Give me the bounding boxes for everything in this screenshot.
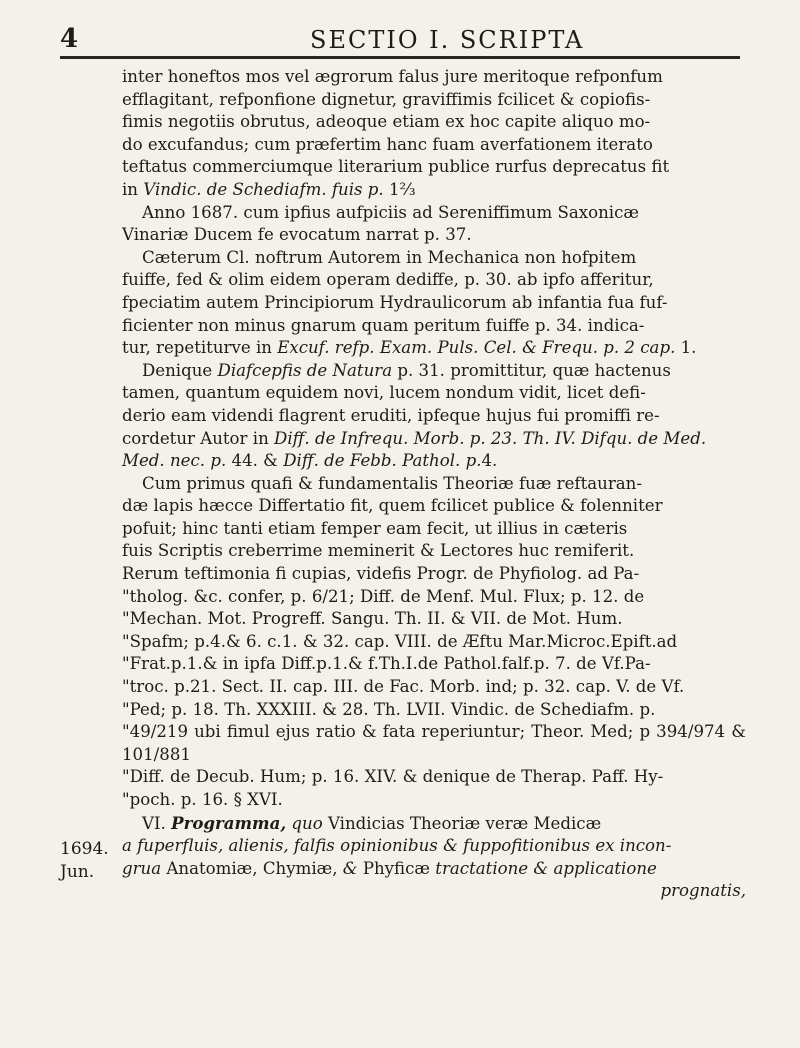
text-line: "Ped; p. 18. Th. XXXIII. & 28. Th. LVII. Vindic. de Schediafm. p. bbox=[122, 699, 656, 719]
text-line: "poch. p. 16. § XVI. bbox=[122, 790, 283, 809]
text-line: "tholog. &c. confer, p. 6/21; Diff. de Menf. Mul. Flux; p. 12. de bbox=[122, 586, 645, 606]
text-line: "troc. p.21. Sect. II. cap. III. de Fac. Morb. ind; p. 32. cap. V. de Vf. bbox=[122, 677, 685, 697]
text-line: cordetur Autor in Diff. de Infrequ. Morb. p. 23. Th. IV. Difqu. de Med. bbox=[122, 428, 707, 448]
text-line: grua Anatomiæ, Chymiæ, & Phyficæ tractatione & applicatione bbox=[122, 858, 657, 878]
text-line: Rerum teftimonia fi cupias, videfis Progr. de Phyfiolog. ad Pa- bbox=[122, 564, 640, 584]
section-heading: VI. Programma, quo Vindicias Theoriæ veræ Medicæ bbox=[142, 812, 602, 833]
text-line: Vinariæ Ducem fe evocatum narrat p. 37. bbox=[122, 225, 472, 245]
text-line: Cum primus quafi & fundamentalis Theoriæ fuæ reftauran- bbox=[142, 473, 642, 493]
header-rule bbox=[60, 56, 740, 59]
text-line: Denique Diafcepfis de Natura p. 31. promittitur, quæ hactenus bbox=[142, 360, 671, 380]
text-line: derio eam videndi flagrent eruditi, ipfeque hujus fui promiffi re- bbox=[122, 405, 660, 425]
text-line: fimis negotiis obrutus, adeoque etiam ex hoc capite aliquo mo- bbox=[122, 112, 651, 132]
body-text bbox=[122, 66, 746, 903]
page-number: 4 bbox=[60, 24, 79, 54]
text-line: inter honeftos mos vel ægrorum falus jure meritoque refponfum bbox=[122, 67, 663, 86]
text-line: a fuperfluis, alienis, falfis opinionibus & fuppofitionibus ex incon- bbox=[122, 836, 672, 856]
margin-year: 1694. bbox=[60, 839, 109, 859]
text-line: "Diff. de Decub. Hum; p. 16. XIV. & denique de Therap. Paff. Hy- bbox=[122, 767, 664, 787]
text-line: fuis Scriptis creberrime meminerit & Lectores huc remiferit. bbox=[122, 541, 635, 561]
text-line: tur, repetiturve in Excuf. refp. Exam. Puls. Cel. & Frequ. p. 2 cap. 1. bbox=[122, 338, 697, 358]
text-line: ficienter non minus gnarum quam peritum fuiffe p. 34. indica- bbox=[122, 315, 645, 335]
text-line: efflagitant, refponfione dignetur, graviffimis fcilicet & copiofis- bbox=[122, 89, 651, 109]
text-line: dæ lapis hæcce Differtatio fit, quem fcilicet publice & folenniter bbox=[122, 496, 663, 516]
running-head: SECTIO I. SCRIPTA bbox=[310, 26, 585, 54]
text-line: "Spafm; p.4.& 6. c.1. & 32. cap. VIII. de Æftu Mar.Microc.Epift.ad bbox=[122, 631, 678, 651]
text-line: "Mechan. Mot. Progreff. Sangu. Th. II. & VII. de Mot. Hum. bbox=[122, 609, 623, 629]
text-line: prognatis, bbox=[660, 881, 746, 901]
text-line: "49/219 ubi fimul ejus ratio & fata reperiuntur; Theor. Med; p 394/974 & 101/881 bbox=[122, 722, 746, 764]
text-line: Anno 1687. cum ipfius aufpiciis ad Sereniffimum Saxonicæ bbox=[142, 202, 639, 222]
text-line: "Frat.p.1.& in ipfa Diff.p.1.& f.Th.I.de Pathol.falf.p. 7. de Vf.Pa- bbox=[122, 654, 651, 674]
text-line: tamen, quantum equidem novi, lucem nondum vidit, licet defi- bbox=[122, 383, 646, 403]
text-line: in Vindic. de Schediafm. fuis p. 1⅔ bbox=[122, 179, 416, 199]
text-line: Cæterum Cl. noftrum Autorem in Mechanica non hofpitem bbox=[142, 247, 637, 267]
text-line: pofuit; hinc tanti etiam femper eam fecit, ut illius in cæteris bbox=[122, 518, 628, 538]
text-line: fpeciatim autem Principiorum Hydraulicorum ab infantia fua fuf- bbox=[122, 292, 668, 312]
margin-month: Jun. bbox=[60, 862, 95, 882]
text-line: Med. nec. p. 44. & Diff. de Febb. Pathol. p.4. bbox=[122, 451, 498, 471]
text-line: fuiffe, fed & olim eidem operam dediffe, p. 30. ab ipfo afferitur, bbox=[122, 270, 654, 290]
text-line: do excufandus; cum præfertim hanc fuam averfationem iterato bbox=[122, 134, 653, 154]
text-line: teftatus commerciumque literarium publice rurfus deprecatus fit bbox=[122, 157, 670, 177]
